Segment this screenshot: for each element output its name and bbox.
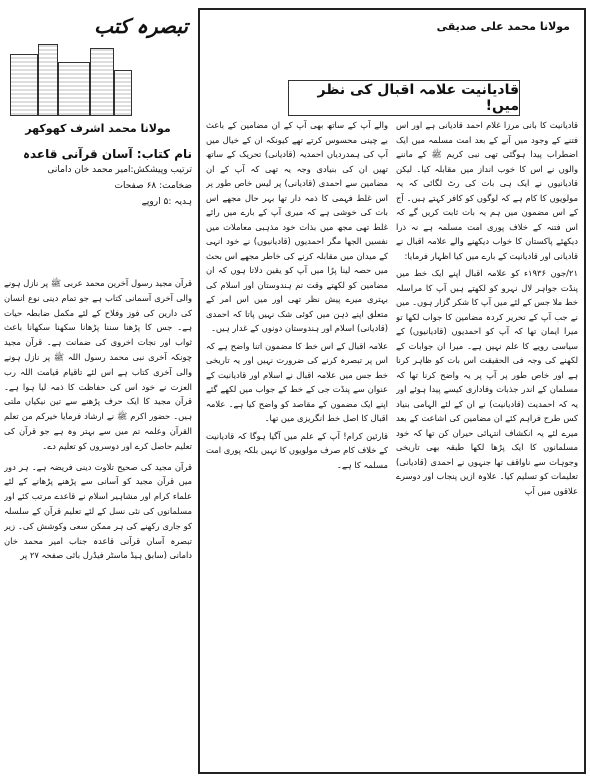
- book-review-column: [4, 8, 192, 774]
- book-icon: [114, 70, 132, 116]
- book-icon: [10, 54, 38, 116]
- article-columns: [206, 118, 578, 766]
- books-illustration: [10, 40, 130, 116]
- book-compiler: ترتیب وپیشکش:امیر محمد خان دامانی: [47, 165, 192, 175]
- book-meta: [4, 146, 192, 210]
- reviewer-name: مولانا محمد اشرف کھوکھر: [25, 122, 171, 135]
- review-paragraph: قرآن مجید رسول آخرین محمد عربی ﷺ پر نازل ہونے والی آخری آسمانی کتاب ہے جو تمام دینی نوع انسان کی دارین کی فوز وفلاح کے لئے مکمل ضابطہ حیات ہے۔ جس کا پڑھنا سننا پڑھانا سکھنا سکھانا باعث ثواب اور نجات اخروی کی ضمانت ہے۔ قرآن مجید چونکہ آخری نبی محمد رسول اللہ ﷺ پر نازل ہونے والی آخری کتاب ہے اس لئے تاقیام قیامت اللہ رب العزت نے خود اس کی حفاظت کا ذمہ لیا ہوا ہے۔ قرآن مجید کا ایک حرف پڑھنے سے تین نیکیاں ملتی ہیں۔ حضور اکرم ﷺ نے ارشاد فرمایا خیرکم من تعلم القرآن وعلمہ تم میں سے بہتر وہ ہے جو قرآن کی تعلیم حاصل کرے اور دوسروں کو تعلیم دے۔: [4, 278, 192, 451]
- book-price: ہدیہ :۵ اروپے: [141, 197, 192, 207]
- review-header: [4, 8, 192, 126]
- article-column-left: [206, 118, 388, 766]
- book-pages: ضخامت: ۶۸ صفحات: [114, 181, 192, 191]
- book-icon: [90, 48, 114, 116]
- article-author: مولانا محمد علی صدیقی: [436, 20, 570, 33]
- review-paragraph: قرآن مجید کی صحیح تلاوت دینی فریضہ ہے۔ ہر دور میں قرآن مجید کو آسانی سے پڑھنے پڑھانے کے لئے علماء کرام اور مشاہیر اسلام نے قاعدے مرتب کئے اور مسلمانوں کی نئی نسل کے لئے تعلیم قرآن کے سلسلہ کو جاری رکھنے کی ہر ممکن سعی وکوشش کی۔ زیر تبصرہ آسان قرآنی قاعدہ جناب امیر محمد خان دامانی (سابق ہیڈ ماسٹر فیڈرل بائی صفحہ ۲۷ پر: [4, 461, 192, 561]
- review-body: [4, 276, 192, 766]
- article-box: [198, 8, 586, 774]
- review-logo: تبصرہ کتب: [94, 14, 188, 38]
- article-paragraph: قارئین کرام! آپ کے علم میں آگیا ہوگا کہ قادیانیت کے خلاف کام صرف مولویوں کا نہیں بلکہ پوری امت مسلمہ کا ہے۔: [206, 430, 388, 470]
- article-column-right: [396, 118, 578, 766]
- article-paragraph: علامہ اقبال کے اس خط کا مضمون اتنا واضح ہے کہ اس پر تبصرہ کرنے کی ضرورت نہیں اور یہ تاریخی خط جس میں علامہ اقبال نے اسلام اور قادیانیت کے عنوان سے پنڈت جی کے خط کے جواب میں لکھے گئے اپنے ایک مضمون کے مقاصد کو واضح کیا ہے۔ علامہ اقبال کا اصل خط انگریزی میں تھا۔: [206, 340, 388, 423]
- article-title: قادیانیت علامہ اقبال کی نظر میں!: [288, 80, 520, 116]
- article-paragraph: ۲۱/جون ۱۹۳۶ء کو علامہ اقبال اپنے ایک خط میں پنڈت جواہر لال نہرو کو لکھتے ہیں آپ کا مراسلہ خط ملا جس کے لئے میں آپ کا شکر گزار ہوں۔ میں نے جب آپ کے تحریر کردہ مضامین کا جواب لکھا تو میرا ایمان تھا کہ آپ کو احمدیوں (قادیانیوں) کے سیاسی رویے کا علم نہیں ہے۔ میرا ان جوابات کے لکھنے کی وجہ فی الحقیقت اس بات کو ظاہر کرنا ہے اور خاص طور پر آپ پر یہ واضح کرنا تھا کہ مسلمان کے اندر جذبات وفاداری کیسے پیدا ہوئے اور یہ کہ احمدیت (قادیانیت) نے ان کے لئے الہامی بنیاد کس طرح فراہم کئے ان مضامین کی اشاعت کے بعد میرے لئے یہ انکشاف انتہائی حیران کن تھا کہ خود مسلمانوں کا ایک پڑھا لکھا طبقہ بھی تاریخی وجوہات سے ناواقف تھا جنہوں نے احمدی (قادیانی) تعلیمات کو تسلیم کیا۔ علاوہ ازیں پنجاب اور دوسرے علاقوں میں آپ: [396, 268, 578, 496]
- book-icon: [38, 44, 58, 116]
- book-icon: [58, 62, 90, 116]
- book-name: نام کتاب: آسان قرآنی قاعدہ: [22, 147, 192, 161]
- article-paragraph: والے آپ کے ساتھ بھی آپ کے ان مضامین کے باعث بے چینی محسوس کرتے تھے کیونکہ ان کے خیال میں آپ کی ہمدردیاں احمدیہ (قادیانی) تحریک کے ساتھ تھیں ان کی بنیادی وجہ یہ تھی کہ آپ کے ان مضامین سے احمدی (قادیانی) پر لیس خاص طور پر اس غلط فہمی کا ذمہ دار تھا بہر حال مجھے اس بات کی خوشی ہے کہ میری آپ کے بارے میں رائے غلط تھی مجھ میں بذات خود مذہبی معاملات میں نفسیں الجھا مگر احمدیوں (قادیانیوں) نے خود انہی کے میدان میں مقابلہ کرنے کی خاطر مجھے اس بحث میں حصہ لینا پڑا میں آپ کو یقین دلاتا ہوں کہ ان مضامین کو لکھتے وقت تم ہندوستان اور اسلام کی بہتری میرے پیش نظر تھی اور میں اس امر کے متعلق اپنے ذہن میں کوئی شک نہیں پاتا کہ احمدی (قادیانی) اسلام اور ہندوستان دونوں کے غدار ہیں۔: [206, 120, 388, 333]
- article-paragraph: قادیانیت کا بانی مرزا غلام احمد قادیانی ہے اور اس فتنے کے وجود میں آنے کے بعد امت مسلمہ میں ایک اضطراب پیدا ہوگئی تھی نبی کریم ﷺ کے ماننے والوں نے اس کا خوب انداز میں مقابلہ کیا۔ لیکن قادیانیوں نے ایک ہی بات کی رٹ لگائی کہ یہ مولویوں کا کام ہے کہ لوگوں کو کافر کہتے ہیں۔ آج کے اس مضمون میں ہم یہ بات ثابت کریں گے کہ اس فتنہ کے خلاف پوری امت مسلمہ ہے نہ ذرا دیکھئے پاکستان کا خواب دیکھنے والے علامہ اقبال نے قادیانی اور قادیانیت کے بارے میں کیا اظہار فرمایا:: [396, 120, 578, 261]
